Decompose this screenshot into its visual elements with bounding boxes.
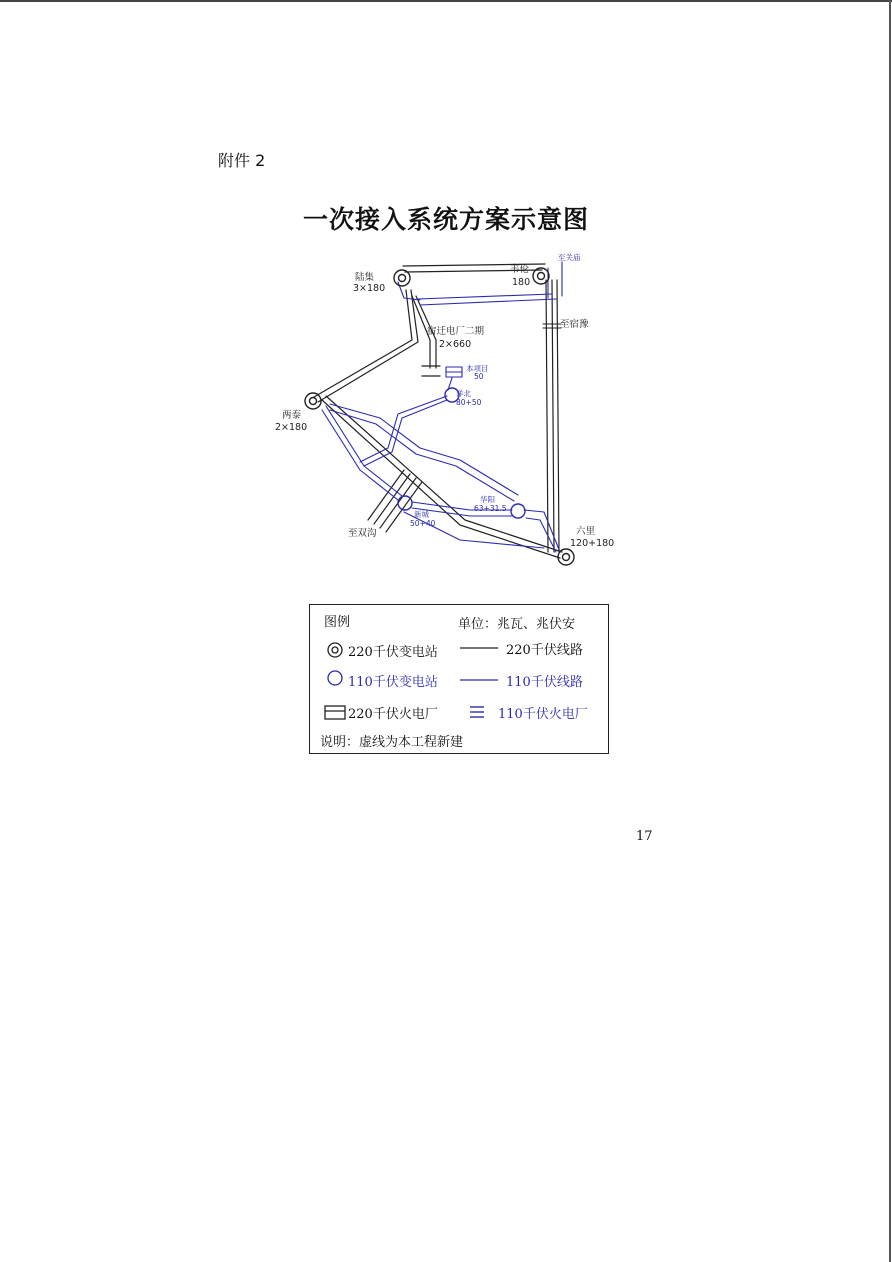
attachment-label: 附件 2 <box>218 151 266 170</box>
sub-110-hua <box>511 504 525 518</box>
legend-note: 说明：虚线为本工程新建 <box>320 735 464 750</box>
plant-220kv-symbol <box>422 366 440 376</box>
legend-plant220-label: 220千伏火电厂 <box>348 707 438 722</box>
label-zhelun-cap: 180 <box>512 277 531 288</box>
label-yubei-name: 洋北 <box>456 389 471 398</box>
label-plant-name: 宿迁电厂二期 <box>427 326 485 337</box>
sub-110kv-icon <box>326 669 344 687</box>
label-liangtai-name: 两泰 <box>282 410 302 421</box>
label-project-cap: 50 <box>474 372 484 381</box>
label-liuli-cap: 120+180 <box>570 538 615 549</box>
label-to-suyu: 至宿豫 <box>560 319 589 330</box>
label-zhelun-name: 韦伦 <box>510 264 530 275</box>
page-number: 17 <box>636 829 653 844</box>
line-110kv-liangtai-hua <box>330 404 518 501</box>
plant-110kv-symbol <box>446 367 462 377</box>
sub-220-liuli <box>558 549 574 565</box>
label-project-name: 本项目 <box>466 364 489 373</box>
label-liangtai-cap: 2×180 <box>275 422 308 433</box>
label-liuli-name: 六里 <box>576 526 596 537</box>
label-plant-cap: 2×660 <box>439 339 472 350</box>
line-110kv-icon <box>460 675 500 685</box>
sub-220-lufeng <box>394 270 410 286</box>
legend-unit: 单位：兆瓦、兆伏安 <box>458 617 576 632</box>
sub-220kv-icon <box>326 641 344 659</box>
line-220kv-icon <box>460 643 500 653</box>
line-220kv-lufeng-liangtai <box>314 290 418 402</box>
sub-110-xincheng <box>398 496 412 510</box>
label-lufeng-name: 陆集 <box>355 272 375 283</box>
plant-220kv-icon <box>324 705 348 721</box>
label-lufeng-cap: 3×180 <box>353 283 386 294</box>
page-title: 一次接入系统方案示意图 <box>302 205 589 234</box>
label-to-guanmiao: 至关庙 <box>558 253 581 262</box>
line-220kv-zhelun-liuli <box>546 280 559 552</box>
legend-plant110-label: 110千伏火电厂 <box>498 707 588 722</box>
legend-line110-label: 110千伏线路 <box>506 675 583 690</box>
legend-sub110-label: 110千伏变电站 <box>348 675 438 690</box>
plant-110kv-icon <box>468 705 486 719</box>
line-110kv-lufeng-zhelun <box>418 294 556 305</box>
label-xincheng-cap: 50+40 <box>410 519 436 528</box>
label-hua-name: 华阳 <box>480 495 495 504</box>
label-to-shuanggou: 至双沟 <box>348 528 377 539</box>
substation-220kv-group <box>305 268 574 565</box>
line-110kv-yubei-liangtai <box>360 396 447 466</box>
label-yubei-cap: 80+50 <box>456 398 482 407</box>
legend-sub220-label: 220千伏变电站 <box>348 645 438 660</box>
line-110kv-to-guanmiao <box>548 262 562 298</box>
legend-line220-label: 220千伏线路 <box>506 643 583 658</box>
label-hua-cap: 63+31.5 <box>474 504 507 513</box>
label-xincheng-name: 新城 <box>414 510 429 519</box>
legend-box <box>309 604 609 754</box>
legend-title: 图例 <box>324 615 351 630</box>
